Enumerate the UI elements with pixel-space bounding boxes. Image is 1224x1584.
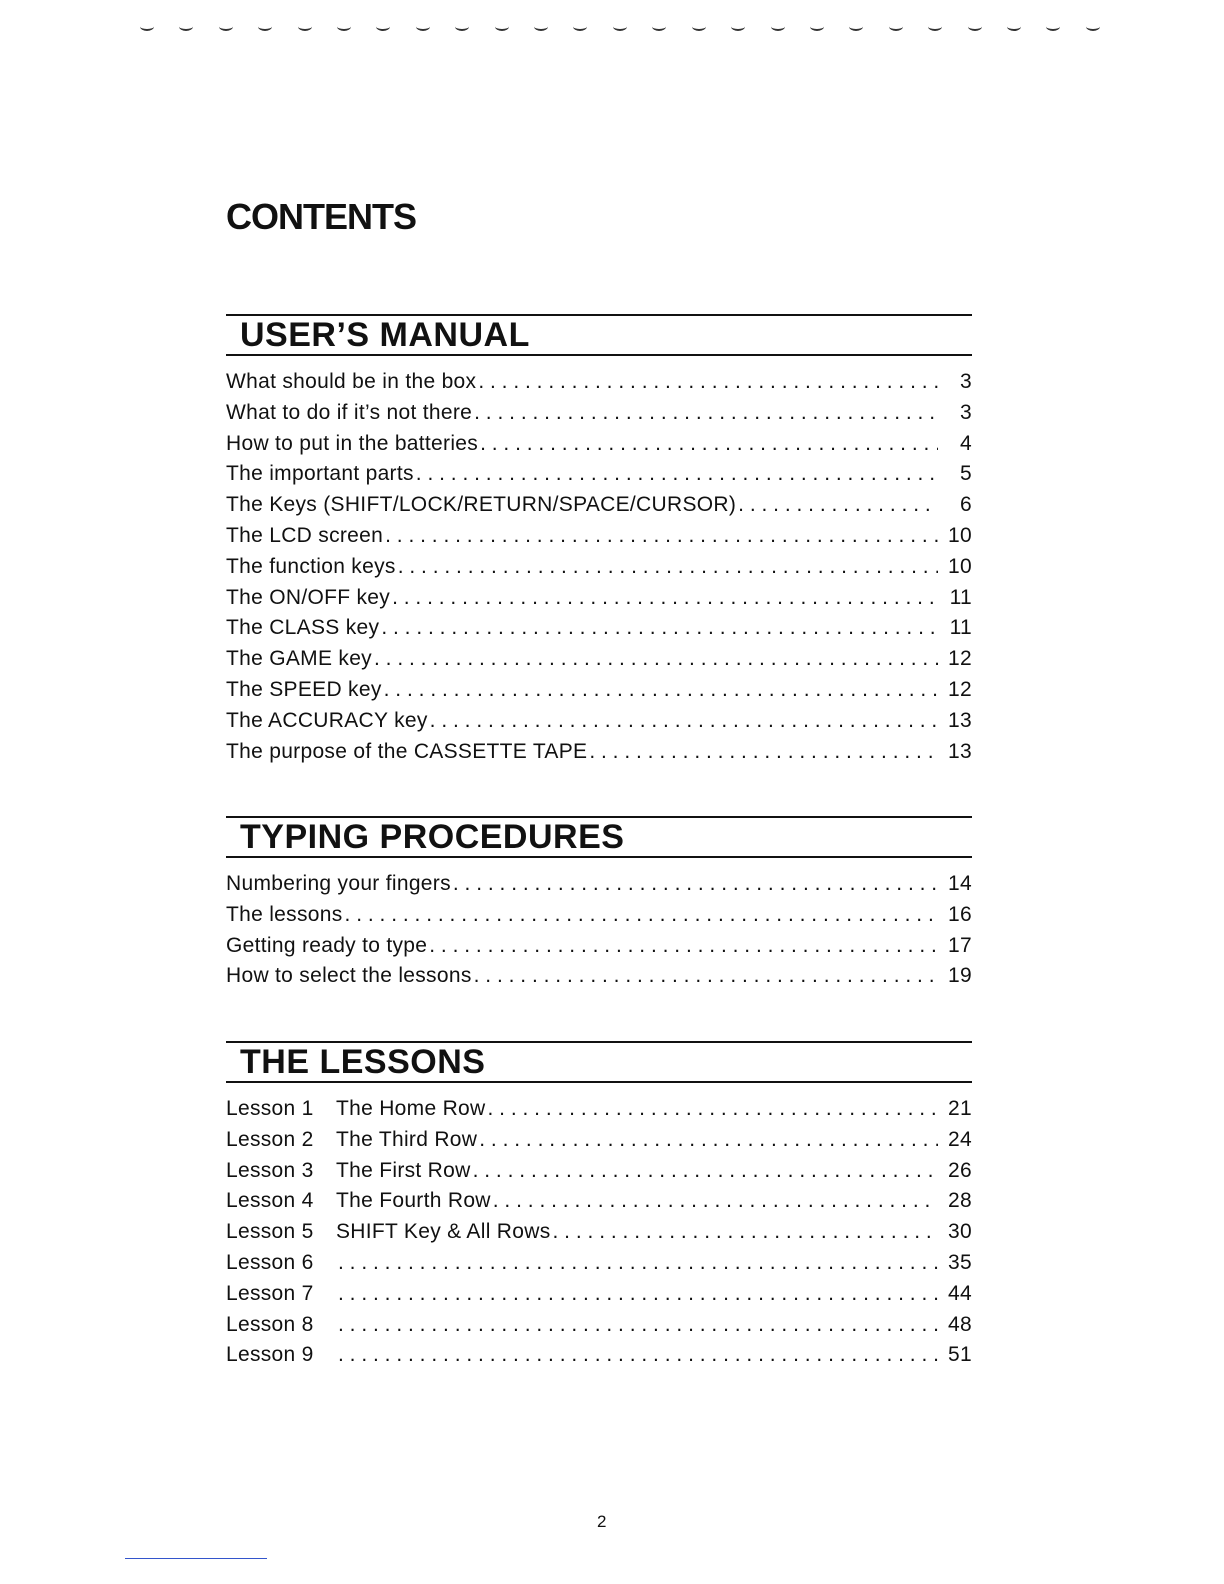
section-heading: USER’S MANUAL: [240, 316, 530, 354]
dot-leader: [385, 524, 938, 548]
toc-entry-page: 13: [948, 739, 972, 763]
dot-leader: [416, 462, 938, 486]
toc-list: [226, 1097, 972, 1374]
toc-entry-lesson: Lesson 4: [226, 1189, 314, 1213]
toc-entry-title: The Fourth Row: [336, 1189, 491, 1213]
dot-leader: [474, 401, 938, 425]
toc-entry-page: 4: [960, 431, 972, 455]
section-the-lessons: [226, 1041, 972, 1374]
toc-entry-title: The CLASS key: [226, 616, 380, 640]
dot-leader: [589, 740, 938, 764]
toc-entry-lesson: Lesson 5: [226, 1220, 314, 1244]
toc-entry[interactable]: [226, 586, 972, 617]
dot-leader: [338, 1282, 938, 1306]
toc-entry-title: The ON/OFF key: [226, 585, 391, 609]
toc-entry[interactable]: [226, 524, 972, 555]
binding-mark: [573, 22, 587, 31]
toc-entry-page: 30: [948, 1220, 972, 1244]
toc-entry[interactable]: [226, 555, 972, 586]
toc-entry[interactable]: [226, 678, 972, 709]
toc-entry[interactable]: [226, 872, 972, 903]
section-heading: TYPING PROCEDURES: [240, 818, 625, 856]
toc-entry-page: 5: [960, 462, 972, 486]
toc-entry[interactable]: [226, 1220, 972, 1251]
toc-entry-title: What should be in the box: [226, 370, 477, 393]
toc-entry[interactable]: [226, 462, 972, 493]
toc-entry-page: 28: [948, 1189, 972, 1213]
toc-entry-page: 10: [948, 523, 972, 547]
section-users-manual: [226, 314, 972, 770]
toc-entry[interactable]: [226, 1159, 972, 1190]
dot-leader: [453, 872, 938, 896]
dot-leader: [473, 1159, 938, 1183]
binding-mark: [179, 22, 193, 31]
toc-entry[interactable]: [226, 370, 972, 401]
toc-entry-page: 48: [948, 1312, 972, 1336]
toc-entry-page: 12: [948, 647, 972, 671]
toc-entry-title: The purpose of the CASSETTE TAPE: [226, 739, 588, 763]
toc-entry-page: 10: [948, 554, 972, 578]
dot-leader: [384, 678, 938, 702]
dot-leader: [392, 586, 938, 610]
binding-mark: [692, 22, 706, 31]
dot-leader: [338, 1313, 938, 1337]
binding-mark: [613, 22, 627, 31]
toc-entry-lesson: Lesson 1: [226, 1097, 314, 1120]
toc-entry[interactable]: [226, 616, 972, 647]
toc-entry-title: The GAME key: [226, 647, 372, 671]
binding-mark: [889, 22, 903, 31]
toc-entry-page: 3: [960, 400, 972, 424]
toc-entry[interactable]: [226, 432, 972, 463]
toc-entry-lesson: Lesson 2: [226, 1127, 314, 1151]
dot-leader: [374, 647, 938, 671]
toc-entry-title: What to do if it’s not there: [226, 400, 473, 424]
binding-mark: [731, 22, 745, 31]
toc-entry-title: SHIFT Key & All Rows: [336, 1220, 551, 1244]
dot-leader: [381, 616, 938, 640]
dot-leader: [429, 934, 938, 958]
section-typing-procedures: [226, 816, 972, 995]
toc-entry-page: 3: [960, 370, 972, 393]
toc-entry-page: 21: [948, 1097, 972, 1120]
dot-leader: [553, 1220, 938, 1244]
section-header: [226, 314, 972, 356]
toc-entry[interactable]: [226, 1313, 972, 1344]
toc-entry-title: Getting ready to type: [226, 933, 428, 957]
toc-entry-title: The important parts: [226, 462, 414, 486]
dot-leader: [430, 709, 938, 733]
toc-entry-title: The ACCURACY key: [226, 708, 428, 732]
binding-mark: [258, 22, 272, 31]
toc-entry[interactable]: [226, 493, 972, 524]
toc-entry-page: 44: [948, 1281, 972, 1305]
toc-entry[interactable]: [226, 709, 972, 740]
section-heading: THE LESSONS: [240, 1043, 486, 1081]
binding-mark: [928, 22, 942, 31]
toc-entry[interactable]: [226, 1251, 972, 1282]
toc-entry-page: 12: [948, 677, 972, 701]
toc-entry[interactable]: [226, 934, 972, 965]
dot-leader: [738, 493, 938, 517]
toc-entry-lesson: Lesson 6: [226, 1250, 314, 1274]
toc-entry-lesson: Lesson 7: [226, 1281, 314, 1305]
dot-leader: [478, 370, 938, 394]
toc-entry-page: 26: [948, 1158, 972, 1182]
toc-entry-page: 11: [949, 616, 972, 640]
binding-mark: [416, 22, 430, 31]
toc-entry[interactable]: [226, 1189, 972, 1220]
binding-mark: [968, 22, 982, 31]
binding-mark: [1046, 22, 1060, 31]
toc-entry-lesson: Lesson 3: [226, 1158, 314, 1182]
dot-leader: [474, 964, 938, 988]
toc-list: [226, 872, 972, 995]
toc-entry-page: 16: [948, 902, 972, 926]
dot-leader: [479, 1128, 938, 1152]
binding-mark: [1086, 22, 1100, 31]
dot-leader: [338, 1343, 938, 1367]
dot-leader: [345, 903, 938, 927]
binding-mark: [849, 22, 863, 31]
toc-entry-title: The First Row: [336, 1158, 471, 1182]
toc-entry-title: The Third Row: [336, 1127, 478, 1151]
toc-entry[interactable]: [226, 1282, 972, 1313]
binding-mark: [376, 22, 390, 31]
toc-entry[interactable]: [226, 1128, 972, 1159]
toc-entry-page: 35: [948, 1250, 972, 1274]
toc-entry[interactable]: [226, 1097, 972, 1128]
binding-mark: [652, 22, 666, 31]
toc-entry-title: The Home Row: [336, 1097, 486, 1120]
toc-entry-lesson: Lesson 8: [226, 1312, 314, 1336]
dot-leader: [493, 1189, 938, 1213]
toc-entry-page: 19: [948, 964, 972, 988]
section-header: [226, 816, 972, 858]
dot-leader: [338, 1251, 938, 1275]
toc-entry-title: How to put in the batteries: [226, 431, 479, 455]
dot-leader: [480, 432, 938, 456]
binding-mark: [337, 22, 351, 31]
toc-entry[interactable]: [226, 740, 972, 771]
toc-entry-lesson: Lesson 9: [226, 1343, 314, 1367]
binding-mark: [298, 22, 312, 31]
binding-mark: [771, 22, 785, 31]
binding-mark: [495, 22, 509, 31]
toc-entry-title: The function keys: [226, 554, 396, 578]
page-number: 2: [597, 1512, 607, 1531]
toc-entry[interactable]: [226, 964, 972, 995]
binding-mark: [219, 22, 233, 31]
dot-leader: [487, 1097, 938, 1121]
toc-entry-page: 17: [948, 933, 972, 957]
binding-mark: [140, 22, 154, 31]
toc-entry-title: Numbering your fingers: [226, 872, 451, 895]
toc-entry-title: The SPEED key: [226, 677, 382, 701]
toc-entry-page: 24: [948, 1127, 972, 1151]
binding-mark: [534, 22, 548, 31]
binding-mark: [455, 22, 469, 31]
toc-entry[interactable]: [226, 1343, 972, 1374]
section-header: [226, 1041, 972, 1083]
toc-entry-page: 13: [948, 708, 972, 732]
binding-mark: [810, 22, 824, 31]
toc-entry-title: The Keys (SHIFT/LOCK/RETURN/SPACE/CURSOR): [226, 493, 737, 517]
dot-leader: [398, 555, 938, 579]
toc-entry-page: 6: [960, 493, 972, 517]
scan-edge-line: [125, 1558, 267, 1559]
toc-entry-page: 11: [949, 585, 972, 609]
toc-list: [226, 370, 972, 770]
toc-entry[interactable]: [226, 647, 972, 678]
toc-entry-title: How to select the lessons: [226, 964, 472, 988]
toc-entry-title: The lessons: [226, 902, 343, 926]
toc-entry[interactable]: [226, 903, 972, 934]
toc-entry-page: 51: [948, 1343, 972, 1367]
binding-marks: [140, 22, 1100, 36]
binding-mark: [1007, 22, 1021, 31]
page-title: CONTENTS: [226, 196, 416, 237]
toc-entry-page: 14: [948, 872, 972, 895]
toc-entry-title: The LCD screen: [226, 523, 384, 547]
toc-entry[interactable]: [226, 401, 972, 432]
